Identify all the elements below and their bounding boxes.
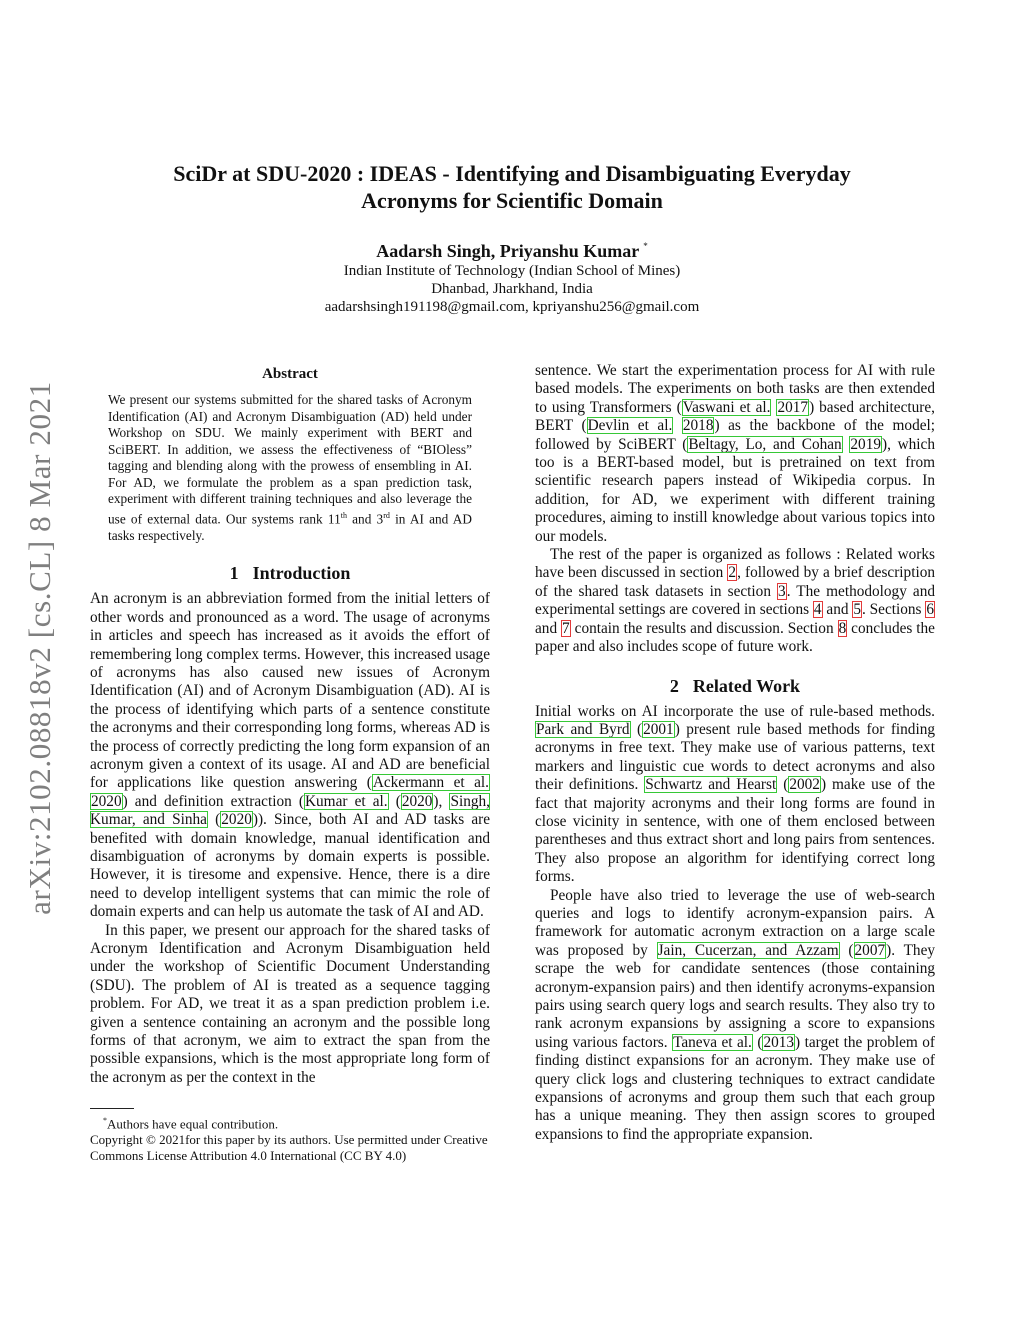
text-run: An acronym is an abbreviation formed from the initial letters of other words and pronounced as a word. The usage of acronyms in articles and speech has increased as it avoids the effort of remembering long complex terms. However, this increased usage of acronyms has also caused new issues of Acronym Identification (AI) and of Acronym Disambiguation (AD). AI is the process of identifying which parts of a sentence constitute the acronyms and their corresponding long forms, whereas AD is the process of correctly predicting the long form expansion of an acronym given a context of its usage. AI and AD are beneficial for applications like question answering ( <box>90 590 490 792</box>
text-run: ( <box>777 776 789 794</box>
related-paragraph-1 <box>535 703 935 887</box>
citation-link[interactable]: Ackermann et al. <box>372 774 489 792</box>
text-run: ) based architecture, BERT ( <box>535 398 935 435</box>
abstract-rank-sup-2: rd <box>383 510 390 520</box>
abstract-heading: Abstract <box>262 366 318 382</box>
citation-link[interactable]: Singh, Kumar, and Sinha <box>90 792 490 829</box>
affiliation-emails: aadarshsingh191198@gmail.com, kpriyanshu256@gmail.com <box>324 299 700 315</box>
section-number: 2 <box>669 675 679 696</box>
text-run: ) make use of the fact that majority acronyms and their long forms are found in close vicinity in sentence, with one of them enclosed between parentheses and thus extract short and long pairs from sentences. They also propose an algorithm for identifying correct long forms. <box>535 776 935 886</box>
citation-year-link[interactable]: 2017 <box>777 398 809 416</box>
right-column <box>535 362 935 1144</box>
citation-year-link[interactable]: 2020 <box>221 811 252 829</box>
intro-paragraph-3 <box>535 546 935 656</box>
text-run: ), <box>433 792 450 810</box>
citation-link[interactable]: Schwartz and Hearst <box>645 776 777 794</box>
citation-link[interactable]: Vaswani et al. <box>682 398 771 416</box>
section-ref-link[interactable]: 3 <box>778 582 786 600</box>
text-run: Initial works on AI incorporate the use of rule-based methods. <box>535 702 935 720</box>
copyright-notice: Copyright © 2021for this paper by its authors. Use permitted under Creative Commons License Attribution 4.0 International (CC BY 4.0) <box>90 1132 488 1164</box>
text-run: , followed by a brief description of the shared task datasets in section <box>535 564 935 600</box>
text-run: )). Since, both AI and AD tasks are benefited with domain knowledge, manual identification and disambiguation of acronyms by domain experts is possible. However, it is tiresome and expensive. Hence, there is a dire need to develop intelligent systems that can mimic the role of domain experts and can help us automate the task of AI and AD. <box>90 811 491 921</box>
title-line-2: Acronyms for Scientific Domain <box>361 188 663 213</box>
affiliation-location: Dhanbad, Jharkhand, India <box>431 281 593 297</box>
citation-year-link[interactable]: 2018 <box>682 417 714 435</box>
text-run: . The methodology and experimental settings are covered in sections <box>535 582 935 619</box>
text-run: ( <box>839 941 854 959</box>
abstract-body-mid: and 3 <box>346 511 384 527</box>
citation-year-link[interactable]: 2013 <box>763 1033 795 1051</box>
text-run: The rest of the paper is organized as follows : Related works have been discussed in section <box>535 546 935 582</box>
text-run: ( <box>752 1033 763 1051</box>
title-line-1: SciDr at SDU-2020 : IDEAS - Identifying and Disambiguating Everyday <box>173 161 851 186</box>
citation-year-link[interactable]: 2002 <box>789 776 820 794</box>
text-run: ) target the problem of finding distinct expansions for an acronym. They make use of query click logs and clustering techniques to extract candidate expansions of acronyms and group them such that each group has a unique meaning. They then assign scores to grouped expansions to find the appropriate expansion. <box>535 1033 936 1143</box>
section-ref-link[interactable]: 2 <box>728 564 737 582</box>
text-run: ) present rule based methods for finding acronyms in free text. They make use of various patterns, text markers and linguistic cue words to detect acronyms and also their definitions. <box>535 720 936 794</box>
text-run: sentence. We start the experimentation process for AI with rule based models. The experiments on both tasks are then extended to using Transformers ( <box>535 362 935 416</box>
author-footnote-mark: * <box>643 241 648 251</box>
intro-paragraph-2-cont <box>535 362 935 546</box>
section-heading-related-work <box>535 675 935 697</box>
related-paragraph-2 <box>535 887 935 1145</box>
arxiv-stamp-text: arXiv:2102.08818v2 [cs.CL] 8 Mar 2021 <box>22 380 57 915</box>
author-names: Aadarsh Singh, Priyanshu Kumar <box>376 241 640 261</box>
section-title: Introduction <box>252 563 351 584</box>
text-run: ) and definition extraction ( <box>122 792 304 810</box>
affiliation-institute: Indian Institute of Technology (Indian School of Mines) <box>343 263 681 279</box>
section-ref-link[interactable]: 4 <box>813 601 822 619</box>
text-run: ) as the backbone of the model; followed by SciBERT ( <box>535 417 936 453</box>
abstract-text <box>108 392 472 544</box>
text-run: and <box>535 619 562 637</box>
intro-paragraph-2: In this paper, we present our approach for the shared tasks of Acronym Identification and Acronym Disambiguation held under the workshop of Scientific Document Understanding (SDU). The problem of AI is treated as a sequence tagging problem. For AD, we treat it as a span prediction problem i.e. given a sentence containing an acronym and the possible long forms of that acronym, we aim to extract the span from the possible expansions, which is the most appropriate long form of the acronym as per the context in the <box>90 921 490 1086</box>
intro-paragraph-1: An acronym is an abbreviation formed from the initial letters of other words and pronounced as a word. The usage of acronyms in articles and speech has increased as it avoids the effort of remembering long complex terms. However, this increased usage of acronyms has also caused new issues of Acronym Identification (AI) and of Acronym Disambiguation (AD). AI is the process of identifying which parts of a sentence constitute the acronyms and their corresponding long forms, whereas AD is the process of correctly predicting the long form expansion of an acronym given a context of its usage. AI and AD are beneficial for applications like question answering (Ackermann et al. 2020) and definition extraction (Kumar et al. (2020), Singh, Kumar, and Sinha (2020)). Since, both AI and AD tasks are benefited with domain knowledge, manual identification and disambiguation of acronyms by domain experts is possible. However, it is tiresome and expensive. Hence, there is a dire need to develop intelligent systems that can mimic the role of domain experts and can help us automate the task of AI and AD. <box>90 590 491 921</box>
text-run: . Sections <box>862 601 926 619</box>
text-run: People have also tried to leverage the use of web-search queries and logs to identify acronym-expansion pairs. A framework for automatic acronym extraction on a large scale was proposed by <box>535 886 935 959</box>
citation-link[interactable]: Kumar et al. <box>304 792 388 810</box>
citation-year-link[interactable]: 2019 <box>850 435 881 453</box>
citation-link[interactable]: Jain, Cucerzan, and Azzam <box>657 941 839 959</box>
citation-year-link[interactable]: 2001 <box>643 720 674 738</box>
section-title: Related Work <box>692 675 801 696</box>
text-run: ). They scrape the web for candidate sentences (those containing acronym-expansion pairs) and then identify acronyms-expansion pairs using search query logs and search results. They also try to rank acronym expansions by assigning a score to expansions using various factors. <box>535 941 936 1051</box>
section-number: 1 <box>229 563 239 584</box>
footnote-text: Authors have equal contribution. <box>107 1116 279 1132</box>
text-run: ( <box>630 720 643 738</box>
citation-link[interactable]: Taneva et al. <box>673 1033 752 1051</box>
text-run: ), which too is a BERT-based model, but is pretrained on text from scientific research papers instead of Wikipedia corpus. In addition, for AD, we experiment with different training procedures, aiming to instill knowledge about various topics into our models. <box>535 435 935 545</box>
section-ref-link[interactable]: 6 <box>926 601 934 619</box>
text-run: contain the results and discussion. Section <box>570 619 838 637</box>
footnote-equal-contribution <box>90 1113 490 1132</box>
abstract-body-end: in AI and AD tasks respectively. <box>108 511 472 543</box>
abstract-body: We present our systems submitted for the shared tasks of Acronym Identification (AI) and Acronym Disambiguation (AD) held under Workshop on SDU. We mainly experiment with BERT and SciBERT. In addition, we assess the effectiveness of “BIOless” tagging and blending along with the prowess of ensembling in AI. For AD, we formulate the problem as a span prediction task, experiment with different training techniques and also leverage the use of external data. Our systems rank 11 <box>108 392 472 527</box>
citation-link[interactable]: Devlin et al. <box>587 417 673 435</box>
footnote <box>90 1108 490 1164</box>
citation-link[interactable]: Beltagy, Lo, and Cohan <box>688 435 842 453</box>
footnote-rule <box>90 1108 134 1109</box>
section-ref-link[interactable]: 8 <box>838 619 847 637</box>
citation-year-link[interactable]: 2020 <box>401 792 433 810</box>
left-column <box>90 362 490 1087</box>
citation-link[interactable]: Park and Byrd <box>536 720 630 738</box>
text-run: concludes the paper and also includes scope of future work. <box>535 619 935 656</box>
footnote-mark: * <box>103 1116 107 1125</box>
paper-title <box>100 160 924 214</box>
abstract-rank-sup-1: th <box>340 510 347 520</box>
section-heading-introduction <box>90 562 490 584</box>
citation-year-link[interactable]: 2020 <box>91 792 122 810</box>
affiliation <box>100 262 924 316</box>
citation-year-link[interactable]: 2007 <box>854 941 886 959</box>
authors <box>100 235 924 262</box>
arxiv-stamp <box>22 365 58 930</box>
section-ref-link[interactable]: 5 <box>853 601 861 619</box>
text-run: and <box>822 601 853 619</box>
section-ref-link[interactable]: 7 <box>562 619 570 637</box>
